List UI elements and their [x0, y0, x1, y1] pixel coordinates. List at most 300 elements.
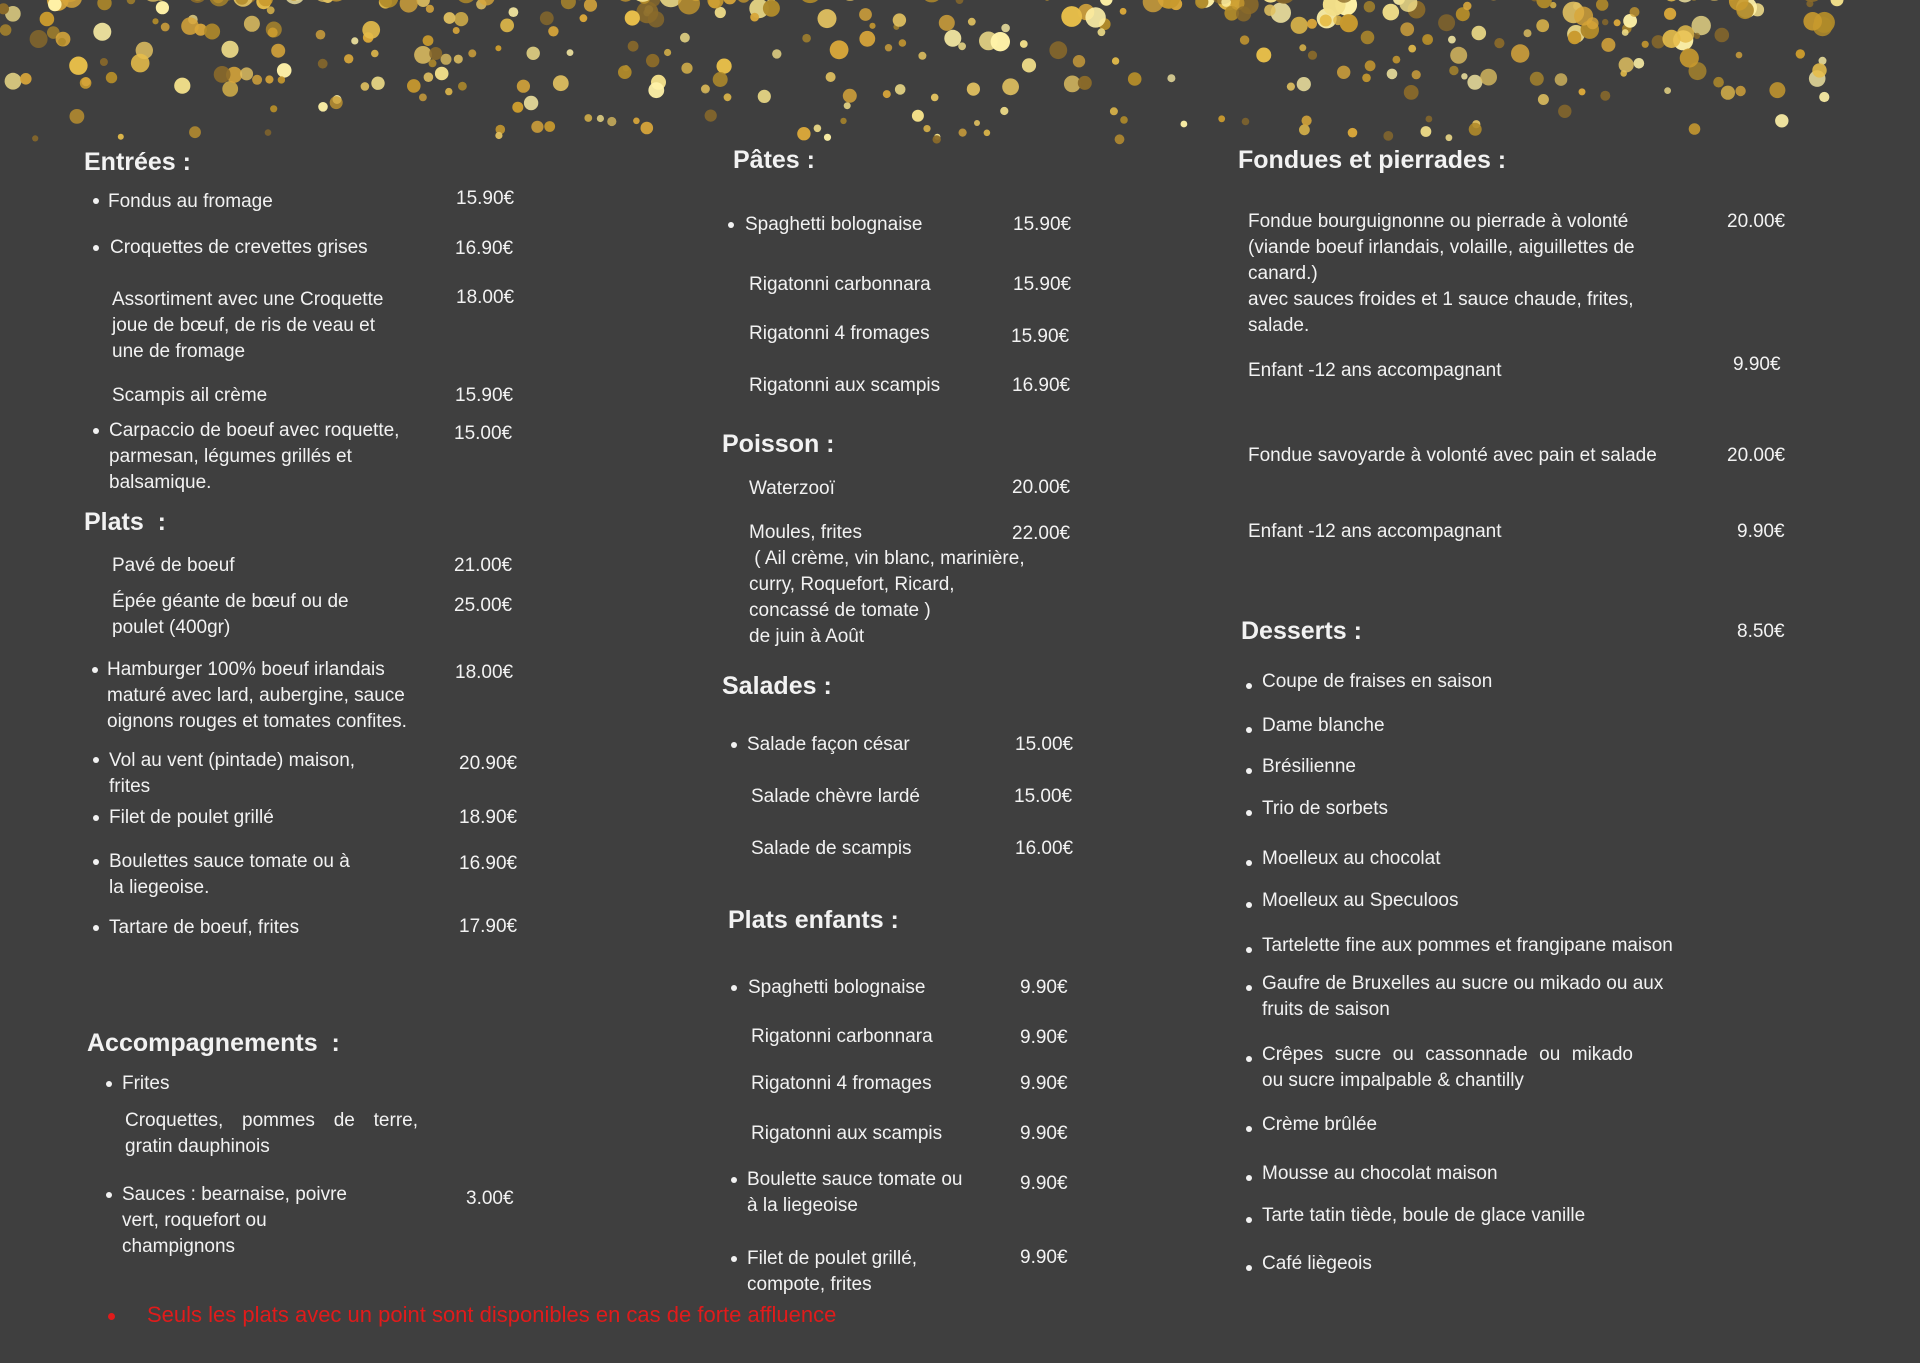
menu-item-name: Croquettes de crevettes grises: [110, 237, 368, 258]
menu-item-name: Coupe de fraises en saison: [1262, 671, 1493, 692]
confetti-dot: [1467, 75, 1482, 90]
confetti-dot: [797, 127, 810, 140]
bullet-dot: [93, 859, 99, 865]
availability-note: Seuls les plats avec un point sont disponibles en cas de forte affluence: [147, 1302, 837, 1327]
menu-item-name: Brésilienne: [1262, 756, 1356, 777]
confetti-dot: [1596, 0, 1608, 11]
menu-item-price: 9.90€: [1020, 1123, 1068, 1144]
menu-item-name: compote, frites: [747, 1274, 872, 1295]
menu-item-name: Assortiment avec une Croquette: [112, 289, 384, 310]
confetti-dot: [895, 84, 906, 95]
confetti-dot: [1694, 33, 1700, 39]
confetti-dot: [1412, 70, 1421, 79]
confetti-dot: [1721, 86, 1735, 100]
confetti-dot: [1555, 73, 1568, 86]
menu-item-name: maturé avec lard, aubergine, sauce: [107, 685, 405, 706]
menu-item-name: Dame blanche: [1262, 715, 1385, 736]
confetti-dot: [1110, 107, 1118, 115]
confetti-dot: [1480, 69, 1497, 86]
confetti-dot: [252, 75, 262, 85]
confetti-dot: [1769, 82, 1785, 98]
bullet-dot: [106, 1081, 112, 1087]
confetti-dot: [414, 46, 432, 64]
menu-item-name: ( Ail crème, vin blanc, marinière,: [749, 548, 1025, 569]
confetti-dot: [361, 82, 370, 91]
confetti-dot: [131, 54, 150, 73]
menu-item-name: Croquettes, pommes de terre,: [125, 1110, 418, 1131]
confetti-dot: [678, 0, 700, 15]
confetti-dot: [423, 35, 434, 46]
confetti-dot: [268, 28, 278, 38]
confetti-dot: [1530, 72, 1544, 86]
confetti-dot: [1240, 35, 1249, 44]
confetti-dot: [680, 33, 690, 43]
confetti-dot: [664, 49, 671, 56]
menu-item-name: Trio de sorbets: [1262, 798, 1389, 819]
confetti-dot: [1100, 0, 1113, 6]
accompagnements-heading: Accompagnements :: [87, 1029, 340, 1057]
bullet-dot: [1246, 1056, 1252, 1062]
confetti-dot: [1362, 74, 1371, 83]
confetti-dot: [371, 77, 384, 90]
menu-item-name: Filet de poulet grillé,: [747, 1248, 918, 1269]
menu-item-name: Moules, frites: [749, 522, 862, 543]
confetti-dot: [802, 34, 811, 43]
menu-item-name: Hamburger 100% boeuf irlandais: [107, 659, 385, 680]
confetti-dot: [181, 17, 199, 35]
confetti-dot: [628, 41, 639, 52]
confetti-dot: [512, 102, 523, 113]
confetti-dot: [1600, 91, 1610, 101]
confetti-dot: [1020, 40, 1028, 48]
confetti-dot: [318, 59, 328, 69]
confetti-dot: [618, 65, 632, 79]
bullet-dot: [1246, 1265, 1252, 1271]
confetti-dot: [527, 47, 540, 60]
confetti-dot: [1297, 77, 1311, 91]
confetti-dot: [435, 67, 449, 81]
confetti-dot: [271, 44, 285, 58]
confetti-dot: [580, 14, 588, 22]
confetti-dot: [1361, 31, 1375, 45]
confetti-dot: [818, 9, 837, 28]
confetti-dot: [1287, 83, 1295, 91]
confetti-dot: [1120, 8, 1127, 15]
confetti-dot: [1120, 116, 1128, 124]
confetti-dot: [1299, 124, 1310, 135]
confetti-dot: [214, 66, 231, 83]
confetti-dot: [1308, 51, 1317, 60]
confetti-dot: [58, 38, 66, 46]
confetti-dot: [81, 77, 90, 86]
confetti-dot: [127, 0, 136, 4]
menu-item-price: 9.90€: [1020, 1173, 1068, 1194]
bullet-dot: [731, 742, 737, 748]
confetti-dot: [584, 0, 597, 12]
menu-item-price: 20.00€: [1012, 477, 1071, 498]
menu-item-name: Waterzooï: [749, 478, 835, 499]
confetti-dot: [209, 0, 229, 6]
bullet-dot: [1246, 947, 1252, 953]
confetti-dot: [1408, 45, 1416, 53]
bullet-dot: [728, 222, 734, 228]
menu-item-name: une de fromage: [112, 341, 246, 362]
confetti-dot: [758, 90, 771, 103]
confetti-dot: [646, 54, 659, 67]
menu-item-name: Boulette sauce tomate ou: [747, 1169, 963, 1190]
confetti-dot: [1383, 4, 1400, 21]
confetti-dot: [968, 18, 976, 26]
confetti-dot: [1112, 57, 1119, 64]
confetti-dot: [1167, 74, 1175, 82]
menu-item-price: 9.90€: [1733, 354, 1781, 375]
confetti-dot: [844, 102, 851, 109]
confetti-dot: [1143, 0, 1164, 12]
pates-heading: Pâtes :: [733, 146, 815, 174]
confetti-dot: [1819, 92, 1829, 102]
bullet-dot: [93, 815, 99, 821]
menu-item-price: 15.90€: [1013, 274, 1072, 295]
bullet-dot: [1246, 902, 1252, 908]
confetti-dot: [454, 12, 468, 26]
confetti-dot: [1558, 105, 1571, 118]
confetti-dot: [1078, 76, 1092, 90]
confetti-dot: [1400, 22, 1414, 36]
menu-item-name: Boulettes sauce tomate ou à: [109, 851, 350, 872]
confetti-dot: [152, 18, 158, 24]
menu-item-name: balsamique.: [109, 472, 212, 493]
confetti-dot: [899, 39, 907, 47]
menu-item-price: 15.90€: [1011, 326, 1070, 347]
confetti-dot: [1340, 14, 1358, 32]
confetti-dot: [824, 134, 831, 141]
confetti-dot: [1736, 52, 1743, 59]
confetti-dot: [1291, 17, 1308, 34]
menu-item-name: Rigatonni aux scampis: [749, 375, 941, 396]
menu-item-name: fruits de saison: [1262, 999, 1390, 1020]
menu-item-price: 9.90€: [1020, 977, 1068, 998]
menu-item-name: salade.: [1248, 315, 1310, 336]
menu-item-price: 21.00€: [454, 555, 513, 576]
confetti-dot: [344, 54, 353, 63]
confetti-dot: [1713, 77, 1724, 88]
menu-item-name: Gaufre de Bruxelles au sucre ou mikado ou aux: [1262, 973, 1664, 994]
bullet-dot: [1246, 727, 1252, 733]
confetti-dot: [1579, 88, 1586, 95]
menu-item-price: 16.90€: [455, 238, 514, 259]
confetti-dot: [222, 81, 238, 97]
menu-item-name: Fondus au fromage: [108, 191, 273, 212]
confetti-dot: [1383, 131, 1393, 141]
confetti-dot: [1446, 134, 1453, 141]
confetti-dot: [1404, 85, 1419, 100]
confetti-dot: [701, 85, 710, 94]
confetti-dot: [1524, 29, 1532, 37]
bullet-dot: [93, 428, 99, 434]
menu-item-price: 3.00€: [466, 1188, 514, 1209]
menu-item-name: Rigatonni carbonnara: [749, 274, 931, 295]
menu-item-price: 9.90€: [1020, 1247, 1068, 1268]
confetti-dot: [5, 73, 22, 90]
confetti-dot: [1421, 126, 1432, 137]
confetti-dot: [984, 130, 991, 137]
confetti-dot: [204, 24, 220, 40]
menu-item-name: Scampis ail crème: [112, 385, 268, 406]
confetti-dot: [912, 110, 924, 122]
menu-item-name: Vol au vent (pintade) maison,: [109, 750, 356, 771]
confetti-dot: [1307, 19, 1317, 29]
confetti-dot: [1364, 1, 1375, 12]
confetti-dot: [883, 90, 891, 98]
bullet-dot: [1246, 768, 1252, 774]
confetti-dot: [959, 129, 967, 137]
bullet-dot: [93, 925, 99, 931]
menu-item-name: Enfant -12 ans accompagnant: [1248, 360, 1502, 381]
confetti-dot: [441, 54, 452, 65]
confetti-dot: [840, 118, 846, 124]
bullet-dot: [93, 757, 99, 763]
confetti-dot: [189, 126, 201, 138]
confetti-dot: [597, 115, 604, 122]
confetti-dot: [1218, 115, 1225, 122]
confetti-dot: [798, 0, 821, 3]
confetti-dot: [681, 63, 692, 74]
confetti-dot: [270, 105, 277, 112]
confetti-dot: [454, 55, 463, 64]
menu-item-name: Crème brûlée: [1262, 1114, 1378, 1135]
confetti-dot: [641, 122, 654, 135]
menu-item-price: 17.90€: [459, 916, 518, 937]
confetti-dot: [763, 0, 780, 17]
confetti-dot: [1538, 94, 1549, 105]
bullet-dot: [1246, 683, 1252, 689]
confetti-dot: [944, 30, 961, 47]
menu-item-name: Tartelette fine aux pommes et frangipane maison: [1262, 935, 1673, 956]
salades-heading: Salades :: [722, 672, 832, 700]
confetti-dot: [118, 134, 124, 140]
confetti-dot: [1619, 57, 1634, 72]
menu-item-name: Enfant -12 ans accompagnant: [1248, 521, 1502, 542]
menu-item-name: vert, roquefort ou: [122, 1210, 267, 1231]
confetti-dot: [277, 63, 292, 78]
confetti-dot: [97, 0, 111, 10]
confetti-dot: [424, 72, 434, 82]
confetti-dot: [1422, 34, 1433, 45]
bullet-dot: [93, 245, 99, 251]
menu-item-name: Épée géante de bœuf ou de: [112, 591, 349, 612]
confetti-dot: [715, 7, 726, 18]
confetti-dot: [814, 125, 822, 133]
confetti-dot: [1044, 0, 1051, 1]
confetti-dot: [737, 0, 751, 3]
confetti-dot: [1000, 107, 1008, 115]
confetti-dot: [1448, 36, 1456, 44]
menu-item-name: Rigatonni 4 fromages: [751, 1073, 932, 1094]
confetti-dot: [156, 1, 169, 14]
menu-item-name: Tarte tatin tiède, boule de glace vanille: [1262, 1205, 1586, 1226]
confetti-dot: [517, 80, 530, 93]
confetti-dot: [1664, 87, 1671, 94]
menu-item-name: Rigatonni 4 fromages: [749, 323, 930, 344]
confetti-dot: [400, 0, 418, 13]
confetti-dot: [723, 0, 736, 4]
menu-item-price: 15.90€: [456, 188, 515, 209]
confetti-dot: [1536, 0, 1551, 8]
confetti-dot: [1676, 0, 1695, 3]
confetti-dot: [524, 96, 538, 110]
confetti-dot: [1689, 123, 1701, 135]
fondues-heading: Fondues et pierrades :: [1238, 146, 1507, 174]
confetti-dot: [426, 5, 434, 13]
confetti-dot: [869, 23, 875, 29]
bullet-dot: [1246, 860, 1252, 866]
confetti-dot: [318, 102, 328, 112]
confetti-dot: [724, 93, 732, 101]
menu-item-name: Fondue bourguignonne ou pierrade à volonté: [1248, 211, 1629, 232]
confetti-dot: [633, 118, 640, 125]
confetti-dot: [407, 79, 421, 93]
gold-confetti-decoration: [0, 0, 1920, 170]
confetti-dot: [843, 89, 857, 103]
menu-item-name: Café liègeois: [1262, 1253, 1372, 1274]
confetti-dot: [1622, 29, 1629, 36]
menu-item-name: Salade de scampis: [751, 838, 912, 859]
bullet-dot: [1246, 1175, 1252, 1181]
confetti-dot: [500, 19, 514, 33]
confetti-dot: [1438, 14, 1455, 31]
menu-item-price: 15.00€: [1014, 786, 1073, 807]
red-bullet-dot: [108, 1313, 115, 1320]
menu-item-name: à la liegeoise: [747, 1195, 858, 1216]
poisson-heading: Poisson :: [722, 430, 835, 458]
menu-item-name: Fondue savoyarde à volonté avec pain et salade: [1248, 445, 1657, 466]
menu-item-name: avec sauces froides et 1 sauce chaude, frites,: [1248, 289, 1634, 310]
desserts-heading: Desserts :: [1241, 617, 1362, 645]
confetti-dot: [69, 56, 87, 74]
confetti-dot: [859, 8, 872, 21]
confetti-dot: [106, 72, 117, 83]
menu-item-price: 16.00€: [1015, 838, 1074, 859]
confetti-dot: [1022, 58, 1036, 72]
menu-item-price: 15.00€: [1015, 734, 1074, 755]
menu-item-name: joue de bœuf, de ris de veau et: [112, 315, 375, 336]
confetti-dot: [1704, 0, 1725, 1]
confetti-dot: [1463, 2, 1471, 10]
menu-item-price: 20.00€: [1727, 445, 1786, 466]
confetti-dot: [1073, 55, 1085, 67]
menu-item-price: 20.90€: [459, 753, 518, 774]
confetti-dot: [607, 117, 616, 126]
bullet-dot: [731, 1256, 737, 1262]
menu-item-name: canard.): [1248, 263, 1318, 284]
confetti-dot: [278, 76, 285, 83]
confetti-dot: [1677, 25, 1694, 42]
confetti-dot: [531, 121, 543, 133]
confetti-dot: [1812, 63, 1826, 77]
confetti-dot: [265, 75, 273, 83]
confetti-dot: [561, 0, 576, 9]
menu-item-name: Moelleux au Speculoos: [1262, 890, 1459, 911]
confetti-dot: [625, 10, 640, 25]
confetti-dot: [648, 82, 664, 98]
confetti-dot: [1775, 114, 1788, 127]
confetti-dot: [1796, 49, 1805, 58]
menu-item-price: 15.90€: [455, 385, 514, 406]
confetti-dot: [1348, 128, 1358, 138]
confetti-dot: [100, 58, 108, 66]
menu-item-price: 18.00€: [456, 287, 515, 308]
menu-item-name: Pavé de boeuf: [112, 555, 235, 576]
confetti-dot: [316, 30, 326, 40]
confetti-dot: [584, 114, 592, 122]
menu-item-name: oignons rouges et tomates confites.: [107, 711, 407, 732]
confetti-dot: [371, 50, 379, 58]
confetti-dot: [967, 83, 980, 96]
menu-item-name: la liegeoise.: [109, 877, 210, 898]
confetti-dot: [1085, 7, 1105, 27]
bullet-dot: [731, 1177, 737, 1183]
confetti-dot: [1601, 38, 1615, 52]
confetti-dot: [772, 49, 781, 58]
confetti-dot: [1115, 134, 1125, 144]
confetti-dot: [885, 44, 892, 51]
confetti-dot: [1449, 66, 1458, 75]
confetti-dot: [918, 52, 926, 60]
confetti-dot: [32, 135, 38, 141]
confetti-dot: [40, 12, 55, 27]
confetti-dot: [1664, 8, 1676, 20]
menu-item-name: Filet de poulet grillé: [109, 807, 274, 828]
menu-item-name: Salade chèvre lardé: [751, 786, 920, 807]
confetti-dot: [991, 32, 1010, 51]
confetti-dot: [458, 82, 467, 91]
menu-item-name: frites: [109, 776, 151, 797]
confetti-dot: [1680, 48, 1699, 67]
confetti-dot: [509, 7, 519, 17]
confetti-dot: [956, 0, 964, 4]
desserts-price: 8.50€: [1737, 621, 1785, 642]
menu-item-name: Crêpes sucre ou cassonnade ou mikado: [1262, 1044, 1633, 1065]
confetti-dot: [1511, 44, 1529, 62]
confetti-dot: [1049, 41, 1067, 59]
menu-item-name: gratin dauphinois: [125, 1136, 270, 1157]
confetti-dot: [1299, 44, 1306, 51]
confetti-dot: [1256, 48, 1271, 63]
confetti-dot: [30, 30, 48, 48]
confetti-dot: [495, 132, 502, 139]
menu-item-name: Spaghetti bolognaise: [745, 214, 923, 235]
menu-item-price: 9.90€: [1020, 1027, 1068, 1048]
confetti-dot: [1715, 28, 1730, 43]
menu-item-price: 18.90€: [459, 807, 518, 828]
menu-item-name: ou sucre impalpable & chantilly: [1262, 1070, 1524, 1091]
confetti-dot: [750, 13, 759, 22]
menu-item-name: Tartare de boeuf, frites: [109, 917, 300, 938]
confetti-dot: [1365, 60, 1376, 71]
confetti-dot: [1264, 5, 1275, 16]
confetti-dot: [839, 0, 860, 1]
confetti-dot: [717, 59, 732, 74]
bullet-dot: [1246, 810, 1252, 816]
confetti-dot: [453, 27, 460, 34]
confetti-dot: [244, 16, 260, 32]
confetti-dot: [1061, 6, 1082, 27]
confetti-dot: [923, 125, 930, 132]
confetti-dot: [1181, 121, 1188, 128]
confetti-dot: [1098, 28, 1106, 36]
confetti-dot: [616, 0, 634, 2]
confetti-dot: [1574, 7, 1593, 26]
